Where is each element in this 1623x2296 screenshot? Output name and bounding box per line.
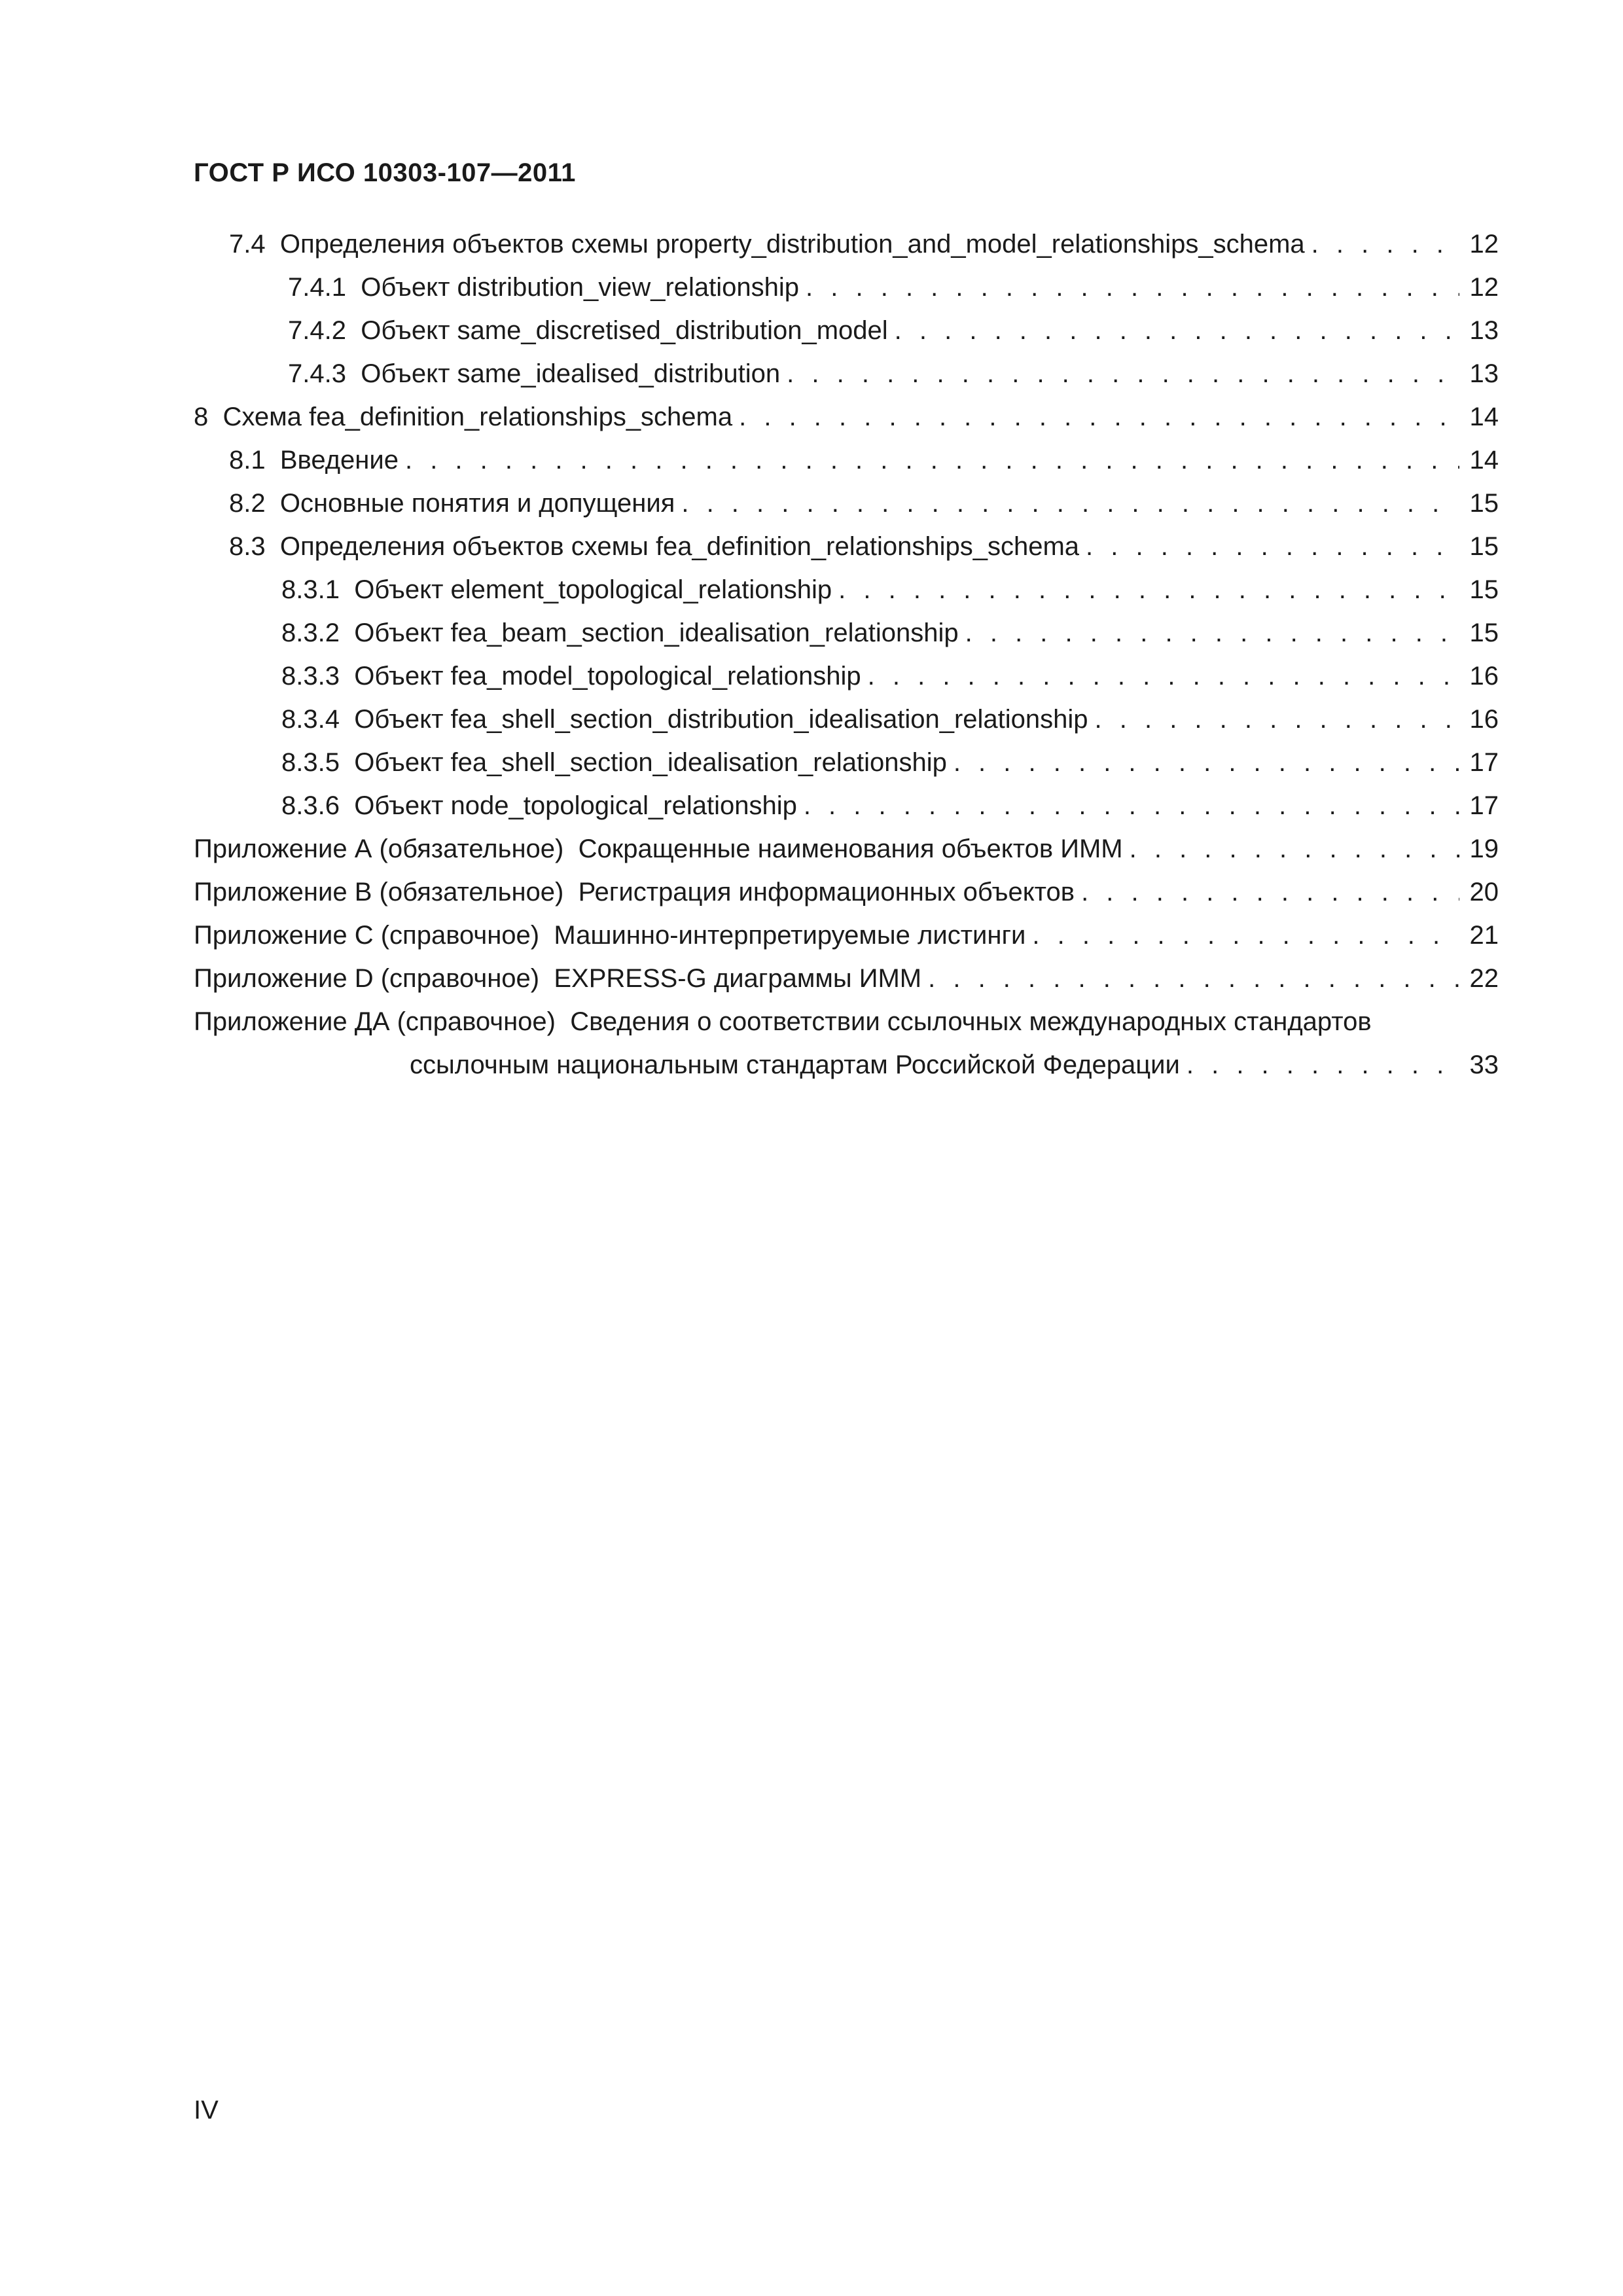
toc-leader-dots: [739, 399, 1459, 435]
toc-entry-number: 7.4.1: [288, 273, 346, 302]
toc-entry-title: Введение: [280, 442, 405, 478]
toc-entry-title: Объект fea_shell_section_idealisation_relationship: [354, 744, 954, 781]
toc-entry-page: 13: [1459, 355, 1499, 392]
document-header: ГОСТ Р ИСО 10303-107—2011: [194, 158, 576, 187]
toc-entry-number: 7.4.2: [288, 316, 346, 345]
toc-entry[interactable]: [288, 355, 1499, 392]
toc-entry-page: 13: [1459, 312, 1499, 349]
toc-entry-annex[interactable]: [194, 917, 1499, 954]
toc-entry-annex[interactable]: [194, 831, 1499, 867]
toc-entry[interactable]: [281, 787, 1499, 824]
toc-entry-title: Основные понятия и допущения: [280, 485, 682, 522]
toc-entry-page: 12: [1459, 269, 1499, 306]
toc-leader-dots: [1086, 528, 1459, 565]
toc-entry-title: Определения объектов схемы property_distribution_and_model_relationships_schema: [280, 226, 1311, 262]
toc-entry-page: 17: [1459, 787, 1499, 824]
toc-leader-dots: [928, 960, 1459, 997]
toc-entry-page: 16: [1459, 701, 1499, 738]
toc-entry-title: Регистрация информационных объектов: [579, 874, 1081, 910]
toc-entry-page: 14: [1459, 442, 1499, 478]
toc-entry-title: ссылочным национальным стандартам Российской Федерации: [410, 1047, 1186, 1083]
toc-entry-title: EXPRESS-G диаграммы ИММ: [554, 960, 928, 997]
toc-entry-number: 7.4: [229, 230, 266, 259]
toc-leader-dots: [965, 615, 1459, 651]
toc-entry-number: 8.3.6: [281, 791, 340, 820]
toc-entry-title: Объект same_discretised_distribution_model: [361, 312, 894, 349]
toc-entry-page: 16: [1459, 658, 1499, 694]
toc-annex-label: Приложение С (справочное): [194, 921, 540, 950]
toc-entry[interactable]: [229, 485, 1499, 522]
toc-leader-dots: [954, 744, 1459, 781]
toc-entry-page: 19: [1459, 831, 1499, 867]
toc-entry[interactable]: [281, 658, 1499, 694]
toc-leader-dots: [895, 312, 1459, 349]
toc-entry-number: 8.3: [229, 532, 266, 561]
toc-entry[interactable]: [194, 399, 1499, 435]
toc-entry-title: Объект element_topological_relationship: [354, 571, 838, 608]
toc-entry-page: 17: [1459, 744, 1499, 781]
toc-entry-annex[interactable]: [194, 874, 1499, 910]
toc-leader-dots: [1130, 831, 1459, 867]
toc-entry-page: 15: [1459, 528, 1499, 565]
toc-entry-page: 33: [1459, 1047, 1499, 1083]
toc-entry-page: 15: [1459, 571, 1499, 608]
toc-entry-page: 21: [1459, 917, 1499, 954]
toc-entry-page: 12: [1459, 226, 1499, 262]
toc-entry[interactable]: [288, 269, 1499, 306]
toc-leader-dots: [787, 355, 1459, 392]
toc-entry-number: 7.4.3: [288, 359, 346, 388]
toc-entry[interactable]: [281, 701, 1499, 738]
toc-entry[interactable]: [281, 571, 1499, 608]
toc-leader-dots: [1032, 917, 1459, 954]
toc-entry-title: Определения объектов схемы fea_definition_relationships_schema: [280, 528, 1086, 565]
toc-entry-page: 15: [1459, 485, 1499, 522]
toc-entry-title: Объект fea_shell_section_distribution_idealisation_relationship: [354, 701, 1094, 738]
toc-entry-number: 8: [194, 403, 209, 431]
toc-entry-page: 14: [1459, 399, 1499, 435]
toc-entry[interactable]: [281, 615, 1499, 651]
toc-leader-dots: [804, 787, 1459, 824]
toc-entry[interactable]: [281, 744, 1499, 781]
toc-entry-number: 8.3.2: [281, 619, 340, 647]
toc-annex-label: Приложение ДА (справочное): [194, 1007, 556, 1036]
toc-entry-title: Объект fea_model_topological_relationship: [354, 658, 867, 694]
toc-entry-title: Объект fea_beam_section_idealisation_relationship: [354, 615, 965, 651]
toc-entry-continuation[interactable]: [410, 1047, 1499, 1083]
toc-leader-dots: [806, 269, 1459, 306]
toc-entry-number: 8.1: [229, 446, 266, 475]
toc-entry[interactable]: [229, 528, 1499, 565]
toc-annex-label: Приложение D (справочное): [194, 964, 540, 993]
toc-entry-title: Машинно-интерпретируемые листинги: [554, 917, 1032, 954]
toc-entry-number: 8.3.4: [281, 705, 340, 734]
toc-leader-dots: [868, 658, 1459, 694]
toc-entry-page: 22: [1459, 960, 1499, 997]
toc-entry-title: Сведения о соответствии ссылочных международных стандартов: [570, 1003, 1378, 1040]
toc-entry-title: Объект distribution_view_relationship: [361, 269, 806, 306]
toc-entry-number: 8.3.1: [281, 575, 340, 604]
toc-leader-dots: [838, 571, 1459, 608]
toc-leader-dots: [1081, 874, 1459, 910]
toc-entry-annex[interactable]: [194, 1003, 1499, 1040]
toc-annex-label: Приложение А (обязательное): [194, 834, 564, 863]
toc-entry-number: 8.2: [229, 489, 266, 518]
toc-entry-title: Сокращенные наименования объектов ИММ: [579, 831, 1130, 867]
toc-leader-dots: [405, 442, 1459, 478]
toc-leader-dots: [1311, 226, 1459, 262]
toc-entry-title: Объект node_topological_relationship: [354, 787, 804, 824]
toc-annex-label: Приложение В (обязательное): [194, 878, 564, 906]
page-number: IV: [194, 2096, 219, 2125]
toc-leader-dots: [681, 485, 1459, 522]
toc-leader-dots: [1095, 701, 1459, 738]
toc-leader-dots: [1186, 1047, 1459, 1083]
toc-entry[interactable]: [229, 226, 1499, 262]
toc-entry-number: 8.3.3: [281, 662, 340, 691]
toc-entry[interactable]: [229, 442, 1499, 478]
toc-entry-page: 15: [1459, 615, 1499, 651]
toc-entry[interactable]: [288, 312, 1499, 349]
toc-entry-annex[interactable]: [194, 960, 1499, 997]
toc-entry-title: Объект same_idealised_distribution: [361, 355, 787, 392]
toc-entry-title: Схема fea_definition_relationships_schema: [223, 399, 739, 435]
toc-entry-number: 8.3.5: [281, 748, 340, 777]
toc-entry-page: 20: [1459, 874, 1499, 910]
